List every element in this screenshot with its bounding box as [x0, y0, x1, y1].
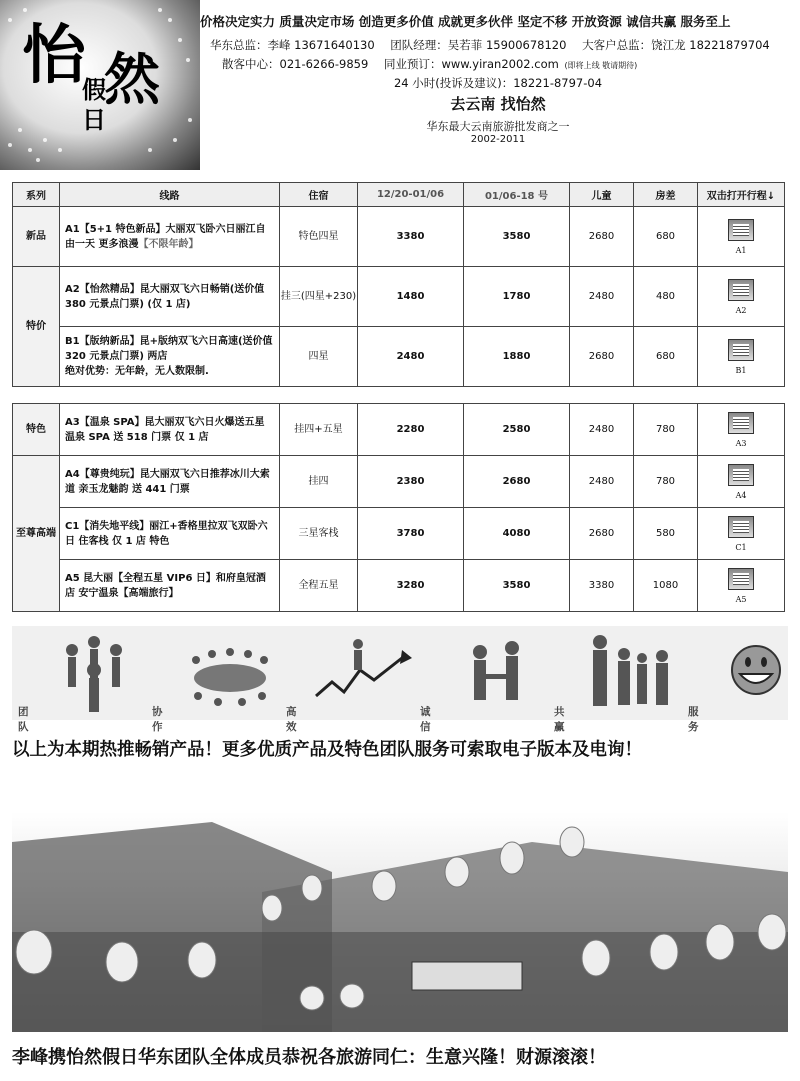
col-date-1: 12/20-01/06: [358, 183, 464, 207]
contact-east-director: 华东总监：李峰 13671640130: [210, 38, 375, 52]
itinerary-doc-link[interactable]: [698, 404, 785, 456]
price-cell-1: 2480: [358, 327, 464, 387]
doc-label: A1: [735, 245, 747, 255]
child-price-cell: 2680: [570, 508, 634, 560]
price-cell-2: 4080: [464, 508, 570, 560]
room-diff-cell: 780: [634, 456, 698, 508]
growth-arrow-icon: [312, 630, 416, 716]
price-cell-1: 2280: [358, 404, 464, 456]
strip-label: 高效: [286, 706, 297, 733]
smiley-face-icon: [716, 630, 786, 716]
series-cell: 特价: [13, 267, 60, 387]
slogan: 价格决定实力 质量决定市场 创造更多价值 成就更多伙伴 坚定不移 开放资源 诚信共赢 服务至上: [200, 14, 731, 29]
itinerary-doc-link[interactable]: [698, 267, 785, 327]
room-diff-cell: 1080: [634, 560, 698, 612]
doc-label: C1: [735, 542, 747, 552]
old-town-photo: [12, 812, 788, 1032]
col-hotel: 住宿: [280, 183, 358, 207]
contact-line-1: [210, 37, 782, 53]
hotel-cell: 全程五星: [280, 560, 358, 612]
hotel-cell: 挂四+五星: [280, 404, 358, 456]
table-row: [13, 456, 785, 508]
table-header-row: [13, 183, 785, 207]
doc-label: A4: [735, 490, 747, 500]
col-room-diff: 房差: [634, 183, 698, 207]
price-cell-1: 2380: [358, 456, 464, 508]
route-cell: A5 昆大丽【全程五星 VIP6 日】和府皇冠酒店 安宁温泉【高端旅行】: [60, 560, 280, 612]
document-icon: [728, 412, 754, 434]
route-text: B1【版纳新品】昆+版纳双飞六日高速(送价值 320 元景点门票) 两店: [65, 336, 273, 362]
group-people-icon: [580, 630, 684, 716]
route-cell: [60, 327, 280, 387]
price-cell-2: 3580: [464, 207, 570, 267]
route-table-1: [12, 182, 785, 387]
series-cell: 至尊高端: [13, 456, 60, 612]
itinerary-doc-link[interactable]: [698, 560, 785, 612]
hotel-cell: 特色四星: [280, 207, 358, 267]
table-row: [13, 327, 785, 387]
room-diff-cell: 680: [634, 327, 698, 387]
child-price-cell: 2480: [570, 456, 634, 508]
itinerary-doc-link[interactable]: [698, 508, 785, 560]
room-diff-cell: 580: [634, 508, 698, 560]
itinerary-doc-link[interactable]: [698, 327, 785, 387]
headline: 去云南 找怡然: [450, 95, 546, 113]
document-icon: [728, 219, 754, 241]
itinerary-doc-link[interactable]: [698, 207, 785, 267]
contact-site-note: (即将上线 敬请期待): [564, 61, 638, 70]
document-icon: [728, 339, 754, 361]
hotel-cell: 挂三(四星+230): [280, 267, 358, 327]
document-icon: [728, 464, 754, 486]
route-note: 绝对优势：无年龄，无人数限制.: [65, 366, 209, 377]
logo-char-ri: 日: [82, 105, 106, 134]
table-row: [13, 267, 785, 327]
contact-team-manager: 团队经理：吴若菲 15900678120: [390, 38, 567, 52]
doc-label: A5: [735, 594, 747, 604]
promo-text: 以上为本期热推畅销产品！更多优质产品及特色团队服务可索取电子版本及电询！: [12, 740, 642, 760]
itinerary-doc-link[interactable]: [698, 456, 785, 508]
footer-greeting: 李峰携怡然假日华东团队全体成员恭祝各旅游同仁：生意兴隆！财源滚滚！: [12, 1047, 606, 1068]
doc-label: A3: [735, 438, 747, 448]
child-price-cell: 3380: [570, 560, 634, 612]
series-cell: 新品: [13, 207, 60, 267]
document-icon: [728, 279, 754, 301]
contact-booking-site[interactable]: 同业预订：www.yiran2002.com: [383, 57, 559, 71]
price-cell-2: 2580: [464, 404, 570, 456]
child-price-cell: 2480: [570, 404, 634, 456]
route-cell: [60, 207, 280, 267]
handshake-icon: [446, 630, 550, 716]
price-cell-1: 3280: [358, 560, 464, 612]
child-price-cell: 2680: [570, 327, 634, 387]
document-icon: [728, 516, 754, 538]
room-diff-cell: 480: [634, 267, 698, 327]
values-image-strip: [12, 626, 788, 733]
route-cell: A3【温泉 SPA】昆大丽双飞六日火爆送五星温泉 SPA 送 518 门票 仅 1 店: [60, 404, 280, 456]
logo-char-yi: 怡: [22, 18, 86, 93]
room-diff-cell: 680: [634, 207, 698, 267]
child-price-cell: 2480: [570, 267, 634, 327]
col-route: 线路: [60, 183, 280, 207]
table-row: [13, 508, 785, 560]
col-date-2: 01/06-18 号: [464, 183, 570, 207]
route-cell: A4【尊贵纯玩】昆大丽双飞六日推荐冰川大索道 亲玉龙魅韵 送 441 门票: [60, 456, 280, 508]
series-cell: 特色: [13, 404, 60, 456]
hotel-cell: 三星客栈: [280, 508, 358, 560]
price-cell-1: 3780: [358, 508, 464, 560]
price-cell-1: 3380: [358, 207, 464, 267]
price-cell-2: 1780: [464, 267, 570, 327]
col-series: 系列: [13, 183, 60, 207]
table-row: [13, 404, 785, 456]
strip-label: 诚信: [420, 706, 431, 733]
route-text: A1【5+1 特色新品】大丽双飞卧六日丽江自由一天 更多浪漫: [65, 223, 266, 250]
route-cell: A2【怡然精品】昆大丽双飞六日畅销(送价值 380 元景点门票) (仅 1 店): [60, 267, 280, 327]
hotline: 24 小时(投诉及建议)：18221-8797-04: [393, 76, 603, 90]
route-note: 【不限年龄】: [138, 238, 199, 250]
logo-char-jia: 假: [82, 75, 106, 104]
route-cell: C1【消失地平线】丽江+香格里拉双飞双卧六日 住客栈 仅 1 店 特色: [60, 508, 280, 560]
contact-retail-center: 散客中心：021-6266-9859: [222, 57, 369, 71]
col-child: 儿童: [570, 183, 634, 207]
table-row: [13, 207, 785, 267]
strip-label: 团队: [18, 706, 29, 733]
strip-label: 服务: [688, 706, 699, 733]
route-table-2: [12, 403, 785, 612]
years: 2002-2011: [470, 134, 526, 145]
doc-label: A2: [735, 305, 747, 315]
old-town-illustration: [12, 812, 788, 1032]
logo-char-ran: 然: [104, 47, 160, 113]
strip-label: 共赢: [554, 706, 565, 733]
price-cell-2: 3580: [464, 560, 570, 612]
hotel-cell: 四星: [280, 327, 358, 387]
logo: [0, 0, 200, 170]
price-cell-2: 2680: [464, 456, 570, 508]
hotel-cell: 挂四: [280, 456, 358, 508]
price-cell-2: 1880: [464, 327, 570, 387]
child-price-cell: 2680: [570, 207, 634, 267]
price-cell-1: 1480: [358, 267, 464, 327]
table-row: [13, 560, 785, 612]
room-diff-cell: 780: [634, 404, 698, 456]
contact-key-account: 大客户总监：饶江龙 18221879704: [582, 38, 770, 52]
strip-label: 协作: [152, 706, 163, 733]
contact-line-2: [222, 56, 649, 72]
subtitle: 华东最大云南旅游批发商之一: [426, 120, 570, 133]
col-itinerary: 双击打开行程↓: [698, 183, 785, 207]
document-icon: [728, 568, 754, 590]
doc-label: B1: [735, 365, 747, 375]
team-circle-icon: [42, 630, 146, 716]
meeting-table-icon: [178, 630, 282, 716]
